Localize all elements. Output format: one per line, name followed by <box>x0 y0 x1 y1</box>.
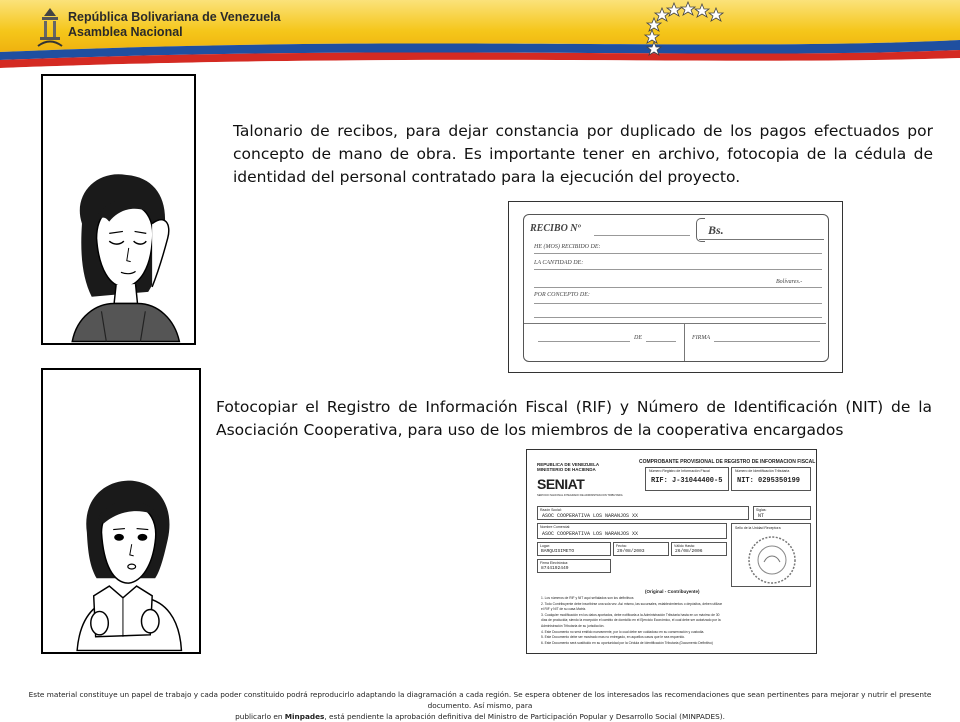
official-stamp-icon <box>746 534 798 586</box>
receipt-date-line <box>538 341 630 342</box>
rif-notes <box>541 596 811 646</box>
nombre-comercial-box <box>537 523 727 539</box>
rif-note: 2. Todo Contribuyente debe inscribirse una sola vez. Así mismo, las sucursales, establecimientos o depósitos, deben utilizar <box>541 601 722 606</box>
fecha-label: Fecha: <box>616 544 627 548</box>
rif-note: días de producida; siendo la excepción el cambio de domicilio en el Ejercicio Económico, el cual debe ser autorizado por la <box>541 618 721 623</box>
siglas-label: Siglas: <box>756 508 767 512</box>
receipt-form <box>523 214 829 362</box>
razon-label: Razón Social: <box>540 508 562 512</box>
lugar-value: BARQUISIMETO <box>541 549 575 554</box>
receipt-concept: POR CONCEPTO DE: <box>534 292 590 298</box>
thinking-woman-illustration <box>43 76 194 343</box>
nit-label: Número de Identificación Tributaria <box>735 469 790 473</box>
valido-box <box>671 542 727 556</box>
valido-value: 26/08/2006 <box>675 549 703 554</box>
venezuela-stars-icon <box>640 0 740 56</box>
footer-line2-suffix: , está pendiente la aprobación definitiva del Ministro de Participación Popular y Desarrollo Social (MINPADES). <box>324 712 725 721</box>
receipt-line <box>534 317 822 318</box>
receipt-line <box>534 303 822 304</box>
rif-original-label: (Original - Contribuyente) <box>645 589 700 594</box>
receipt-amount: LA CANTIDAD DE: <box>534 260 584 266</box>
footer-line2 <box>8 711 952 722</box>
receipt-signature-line <box>714 341 820 342</box>
rif-note: 5. Este Documento debe ser mostrado mas no entregado, en aquellos casos que le sea requerido. <box>541 635 686 640</box>
footer-disclaimer <box>8 689 952 722</box>
receipt-received-from: HE (MOS) RECIBIDO DE: <box>534 244 601 250</box>
footer-line1: Este material constituye un papel de trabajo y cada poder constituido podrá reproducirlo adaptando la diagramación a cada región. Se espera obtener de los interesados las recomendaciones que sean pertinentes para mejorar y nutrir el presente documento. Así mismo, para <box>28 690 932 710</box>
firma-electronica-box <box>537 559 611 573</box>
receipt-vertical-divider <box>684 323 685 361</box>
receipt-divider <box>524 323 826 324</box>
national-assembly-logo-icon <box>36 6 64 50</box>
header-title <box>68 10 281 40</box>
razon-social-box <box>537 506 749 520</box>
nit-value: NIT: 0295350199 <box>737 477 801 485</box>
rif-note: el RIF y NIT de su casa Matriz. <box>541 607 587 612</box>
receipt-number-line <box>594 235 690 236</box>
lugar-box <box>537 542 611 556</box>
receipt-title: RECIBO Nº <box>530 223 581 234</box>
receipt-currency-line <box>699 239 824 240</box>
receipt-year-line <box>646 341 676 342</box>
rif-note: Administración Tributaria de su jurisdicción. <box>541 623 605 628</box>
nit-number-box <box>731 467 811 491</box>
receipt-date-de: DE <box>634 335 642 341</box>
receipt-line <box>534 253 822 254</box>
footer-line2-prefix: publicarlo en <box>235 712 285 721</box>
receipt-line <box>534 287 822 288</box>
header-banner <box>0 0 960 72</box>
receipt-line <box>534 269 822 270</box>
receipt-image <box>508 201 843 373</box>
rif-country-line2: MINISTERIO DE HACIENDA <box>537 467 596 472</box>
seniat-logo-text: SENIAT <box>537 476 585 492</box>
rif-note: 6. Este Documento será sustituido en su oportunidad por la Cédula de Identificación Tributaria (Documento Definitivo) <box>541 640 713 645</box>
comercial-value: ASOC COOPERATIVA LOS NARANJOS XX <box>542 531 639 537</box>
sello-box <box>731 523 811 587</box>
firma-value: 8744192449 <box>541 566 569 571</box>
footer-line2-bold: Minpades <box>284 712 325 721</box>
rif-note: 1. Los números de RIF y NIT aquí señalados son los definitivos <box>541 596 634 600</box>
rif-note: 3. Cualquier modificación en los datos aportados, debe notificarla a la Administración Tributaria hasta en un máximo de 30 <box>541 612 720 617</box>
lugar-label: Lugar: <box>540 544 550 548</box>
rif-note: 4. Este Documento no será emitido nuevamente, por lo cual debe ser cuidadoso en su conservación y custodia. <box>541 629 705 634</box>
reading-woman-illustration <box>43 370 199 652</box>
rif-header: COMPROBANTE PROVISIONAL DE REGISTRO DE INFORMACION FISCAL <box>639 459 816 465</box>
rif-label: Número Registro de Información Fiscal <box>649 469 710 473</box>
header-title-line1: República Bolivariana de Venezuela <box>68 10 281 24</box>
razon-value: ASOC COOPERATIVA LOS NARANJOS XX <box>542 513 639 519</box>
comic-panel-thinking-woman <box>41 74 196 345</box>
rif-number-box <box>645 467 729 491</box>
seniat-logo <box>537 476 593 492</box>
comic-panel-reading-woman <box>41 368 201 654</box>
fecha-value: 29/08/2003 <box>617 549 645 554</box>
firma-label: Firma Electrónica: <box>540 561 569 565</box>
receipt-bolivares: Bolívares.- <box>776 279 803 285</box>
header-title-line2: Asamblea Nacional <box>68 25 183 39</box>
valido-label: Válido Hasta: <box>674 544 695 548</box>
rif-country-line1: REPUBLICA DE VENEZUELA <box>537 462 600 467</box>
siglas-box <box>753 506 811 520</box>
receipt-currency: Bs. <box>708 223 724 237</box>
paragraph-rif: Fotocopiar el Registro de Información Fiscal (RIF) y Número de Identificación (NIT) de la Asociación Cooperativa, para uso de los miembros de la cooperativa encargados <box>216 398 932 439</box>
siglas-value: NT <box>758 513 765 519</box>
seniat-logo-subtext: SERVICIO NACIONAL INTEGRADO DE ADMINISTRACION TRIBUTARIA <box>537 494 623 497</box>
receipt-signature-label: FIRMA <box>692 335 710 341</box>
comercial-label: Nombre Comercial: <box>540 525 571 529</box>
rif-value: RIF: J-31044400-5 <box>651 477 723 485</box>
paragraph-receipts: Talonario de recibos, para dejar constancia por duplicado de los pagos efectuados por concepto de mano de obra. Es importante tener en archivo, fotocopia de la cédula de identidad del personal contratado para la ejecución del proyecto. <box>233 122 933 186</box>
rif-certificate-image <box>526 449 817 654</box>
sello-label: Sello de la Unidad Receptora <box>735 526 781 530</box>
fecha-box <box>613 542 669 556</box>
